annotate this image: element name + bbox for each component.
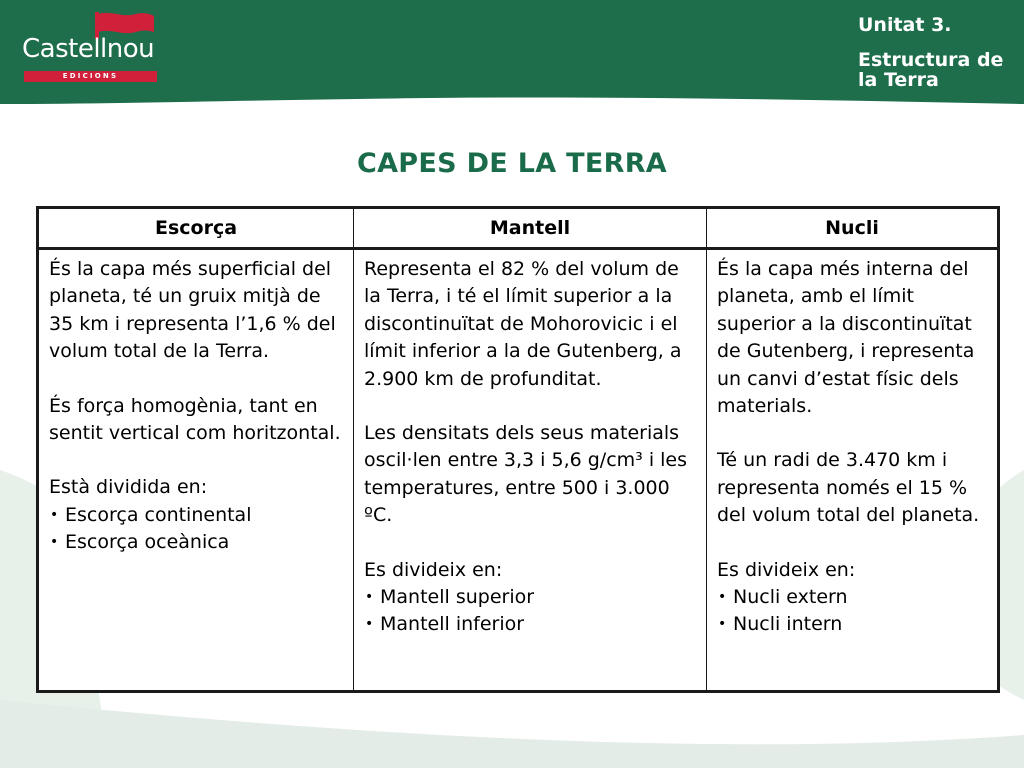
bullet-icon: • [718,589,727,606]
bullet-icon: • [50,506,59,523]
bullet-list [364,584,698,639]
bullet-icon: • [365,616,374,633]
list-item [49,529,345,556]
list-item [364,611,698,638]
cell-paragraph: És la capa més interna del planeta, amb el límit superior a la discontinuïtat de Gutenberg, i representa un canvi d’estat físic dels materials. [717,258,975,418]
cell-mantle [354,249,707,692]
cell-core [707,249,999,692]
list-item [49,502,345,529]
cell-paragraph: Està dividida en: [49,476,208,499]
unit-subtitle: Estructura de la Terra [858,49,1004,91]
cell-paragraph: Es divideix en: [717,558,856,581]
cell-paragraph: Representa el 82 % del volum de la Terra, i té el límit superior a la discontinuïtat de Mohorovicic i el límit inferior a la de Gutenberg, a 2.900 km de profunditat. [364,258,682,390]
bullet-icon: • [365,589,374,606]
earth-layers-table [36,206,1000,693]
cell-paragraph: És la capa més superficial del planeta, té un gruix mitjà de 35 km i representa l’1,6 % del volum total de la Terra. [49,258,336,363]
cell-paragraph: Es divideix en: [364,558,503,581]
cell-paragraph: És força homogènia, tant en sentit vertical com horitzontal. [49,394,341,445]
table-row [38,249,999,692]
list-item [364,584,698,611]
publisher-logo [22,8,162,80]
column-header-crust: Escorça [38,208,354,249]
list-item-label: Mantell superior [380,586,535,609]
logo-name: Castellnou [22,34,155,64]
bullet-icon: • [50,534,59,551]
page-title: CAPES DE LA TERRA [357,148,667,179]
list-item [717,611,989,638]
bullet-list [49,502,345,557]
unit-label [858,14,1018,90]
cell-paragraph: Té un radi de 3.470 km i representa només el 15 % del volum total del planeta. [717,449,980,527]
list-item-label: Escorça oceànica [65,531,230,554]
bullet-list [717,584,989,639]
unit-title: Unitat 3. [858,14,952,36]
column-header-mantle: Mantell [354,208,707,249]
list-item-label: Nucli extern [733,586,848,609]
logo-subtitle: EDICIONS [24,71,157,82]
cell-paragraph: Les densitats dels seus materials oscil·len entre 3,3 i 5,6 g/cm³ i les temperatures, entre 500 i 3.000 ºC. [364,422,688,527]
list-item [717,584,989,611]
cell-crust [38,249,354,692]
column-header-core: Nucli [707,208,999,249]
bullet-icon: • [718,616,727,633]
list-item-label: Escorça continental [65,503,252,526]
table-header-row [38,208,999,249]
list-item-label: Nucli intern [733,613,843,636]
list-item-label: Mantell inferior [380,613,525,636]
